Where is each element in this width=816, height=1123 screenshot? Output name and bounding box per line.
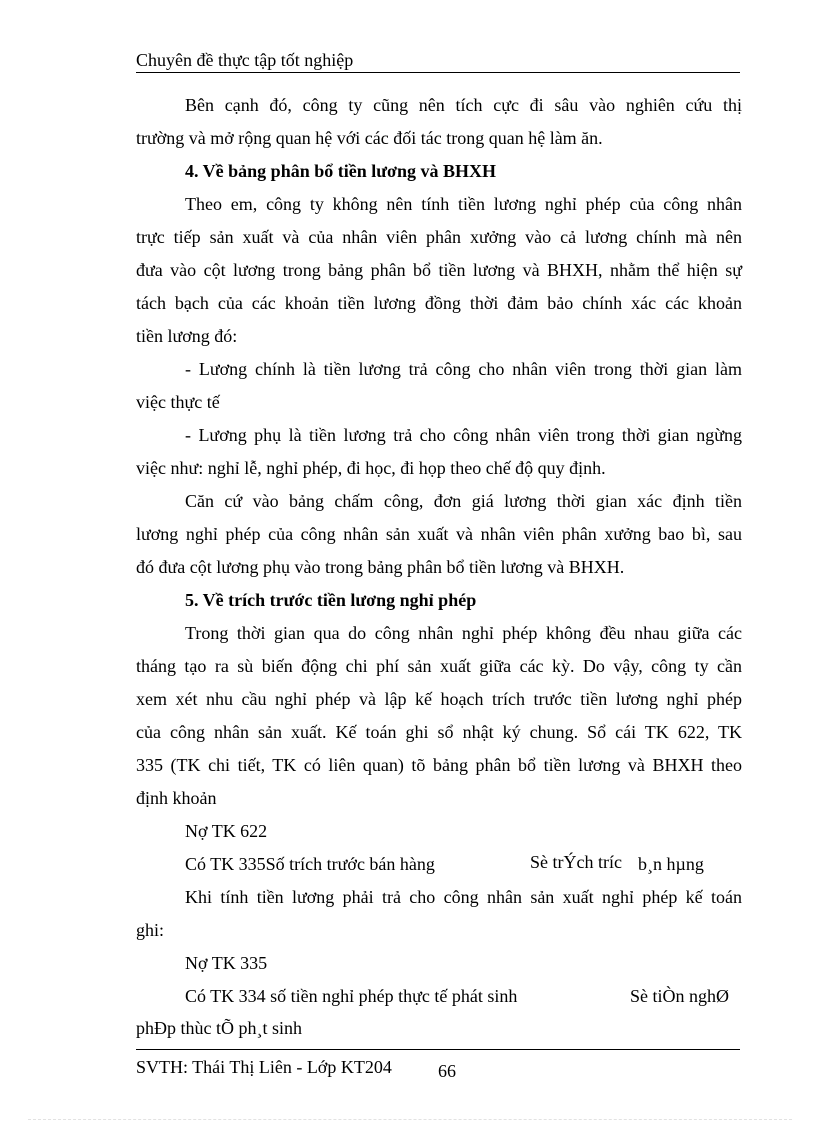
bullet-line: việc thực tế (136, 392, 220, 412)
entry-credit-334-garbled-b: phÐp thùc tÕ ph¸t sinh (136, 1018, 302, 1038)
paragraph-line: định khoản (136, 788, 217, 808)
paragraph-line: lương nghỉ phép của công nhân sản xuất và nhân viên phân xưởng bao bì, sau (136, 524, 742, 544)
paragraph-line: tháng tạo ra sù biến động chi phí sản xuất giữa các kỳ. Do vậy, công ty cần (136, 656, 742, 676)
paragraph-line: của công nhân sản xuất. Kế toán ghi sổ nhật ký chung. Sổ cái TK 622, TK (136, 722, 742, 742)
section-heading-4: 4. Về bảng phân bổ tiền lương và BHXH (185, 161, 497, 181)
entry-credit-334-garbled-a: Sè tiÒn nghØ (630, 986, 729, 1006)
paragraph-line: Theo em, công ty không nên tính tiền lương nghỉ phép của công nhân (185, 194, 742, 214)
paragraph-line: Khi tính tiền lương phải trả cho công nhân sản xuất nghỉ phép kế toán (185, 887, 742, 907)
section-heading-5: 5. Về trích trước tiền lương nghỉ phép (185, 590, 477, 610)
paragraph-line: trường và mở rộng quan hệ với các đối tác trong quan hệ làm ăn. (136, 128, 603, 148)
paragraph-line: Căn cứ vào bảng chấm công, đơn giá lương thời gian xác định tiền (185, 491, 742, 511)
entry-credit-335-garbled-a: Sè trÝch tríc (530, 852, 622, 872)
footer-student: SVTH: Thái Thị Liên - Lớp KT204 (136, 1057, 392, 1077)
bullet-line: việc như: nghỉ lễ, nghỉ phép, đi học, đi họp theo chế độ quy định. (136, 458, 606, 478)
entry-credit-335: Có TK 335Số trích trước bán hàng (185, 854, 435, 874)
paragraph-line: đưa vào cột lương trong bảng phân bổ tiền lương và BHXH, nhằm thể hiện sự (136, 260, 742, 280)
paragraph-line: 335 (TK chi tiết, TK có liên quan) tõ bảng phân bổ tiền lương và BHXH theo (136, 755, 742, 775)
header-title: Chuyên đề thực tập tốt nghiệp (136, 50, 354, 70)
page-number: 66 (438, 1061, 456, 1081)
paragraph-line: tiền lương đó: (136, 326, 238, 346)
paragraph-line: ghi: (136, 920, 165, 940)
page-edge (28, 1119, 792, 1120)
paragraph-line: tách bạch của các khoản tiền lương đồng thời đảm bảo chính xác các khoản (136, 293, 742, 313)
entry-credit-334: Có TK 334 số tiền nghỉ phép thực tế phát sinh (185, 986, 518, 1006)
bullet-line: - Lương phụ là tiền lương trả cho công nhân viên trong thời gian ngừng (185, 425, 742, 445)
entry-debit-622: Nợ TK 622 (185, 821, 268, 841)
entry-debit-335: Nợ TK 335 (185, 953, 268, 973)
paragraph-line: Trong thời gian qua do công nhân nghỉ phép không đều nhau giữa các (185, 623, 742, 643)
paragraph-line: đó đưa cột lương phụ vào trong bảng phân bổ tiền lương và BHXH. (136, 557, 625, 577)
paragraph-line: Bên cạnh đó, công ty cũng nên tích cực đi sâu vào nghiên cứu thị (185, 95, 742, 115)
bullet-line: - Lương chính là tiền lương trả công cho nhân viên trong thời gian làm (185, 359, 742, 379)
paragraph-line: trực tiếp sản xuất và của nhân viên phân xưởng vào cả lương chính mà nên (136, 227, 742, 247)
page-header (136, 48, 740, 73)
entry-credit-335-garbled-b: b¸n hµng (638, 854, 704, 874)
footer-rule (136, 1049, 740, 1050)
paragraph-line: xem xét nhu cầu nghỉ phép và lập kế hoạch trích trước tiền lương nghỉ phép (136, 689, 742, 709)
